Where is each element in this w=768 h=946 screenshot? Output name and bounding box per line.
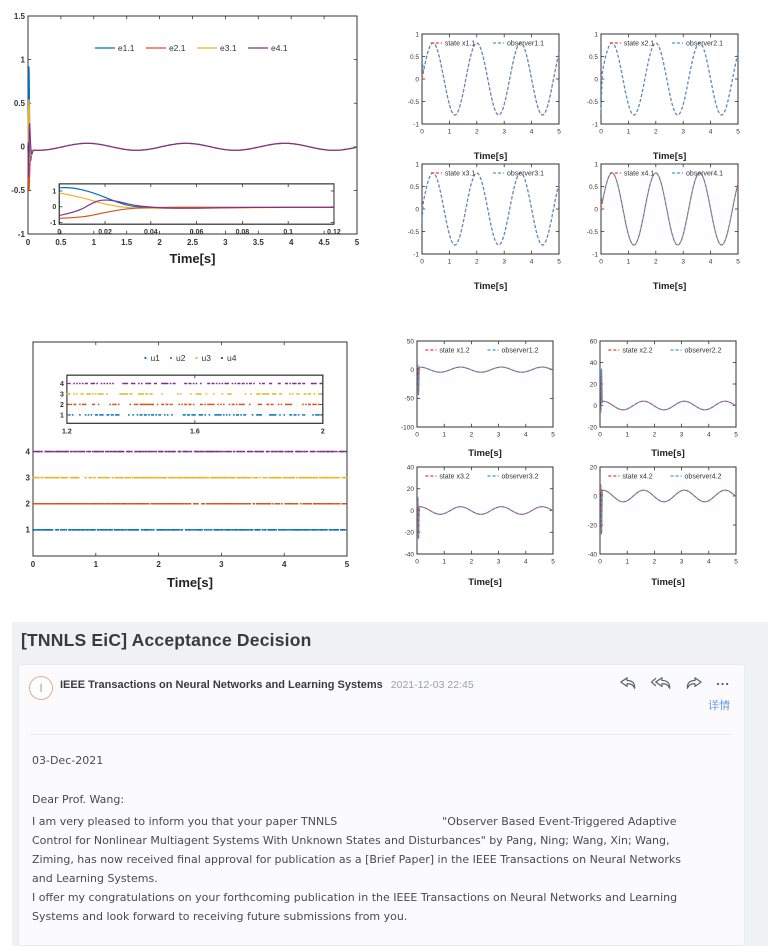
- svg-text:2: 2: [320, 428, 325, 436]
- svg-text:4: 4: [523, 431, 528, 439]
- svg-text:-1: -1: [50, 220, 57, 228]
- svg-text:state x1.1: state x1.1: [444, 40, 476, 48]
- sender-name: IEEE Transactions on Neural Networks and Learning Systems: [60, 679, 383, 691]
- svg-text:0: 0: [594, 76, 598, 84]
- svg-text:Time[s]: Time[s]: [167, 575, 213, 590]
- svg-text:Time[s]: Time[s]: [651, 448, 685, 459]
- svg-text:50: 50: [406, 338, 414, 346]
- svg-text:0: 0: [598, 431, 602, 439]
- svg-text:observer3.1: observer3.1: [507, 170, 545, 178]
- svg-text:0: 0: [30, 560, 36, 569]
- svg-text:3: 3: [223, 238, 228, 247]
- svg-text:u4: u4: [227, 353, 237, 364]
- svg-text:0.5: 0.5: [409, 183, 419, 191]
- svg-text:4: 4: [281, 560, 287, 569]
- svg-text:e1.1: e1.1: [117, 43, 135, 54]
- svg-text:0: 0: [410, 366, 414, 374]
- svg-text:state x4.1: state x4.1: [623, 170, 655, 178]
- more-options-button[interactable]: ...: [716, 672, 730, 688]
- svg-text:20: 20: [589, 381, 597, 389]
- svg-text:1: 1: [415, 31, 419, 39]
- svg-text:5: 5: [344, 560, 350, 569]
- svg-text:0: 0: [415, 206, 419, 214]
- svg-text:Time[s]: Time[s]: [468, 448, 502, 459]
- svg-text:5: 5: [557, 128, 561, 136]
- svg-text:1: 1: [447, 128, 452, 136]
- svg-text:e2.1: e2.1: [168, 43, 186, 54]
- svg-text:Time[s]: Time[s]: [468, 577, 502, 588]
- svg-text:0.04: 0.04: [144, 229, 158, 237]
- svg-text:0: 0: [20, 142, 25, 152]
- svg-text:e4.1: e4.1: [271, 43, 288, 54]
- svg-text:0.02: 0.02: [98, 229, 112, 237]
- sender-avatar: [29, 676, 53, 700]
- error-signals-chart: [6, 4, 362, 268]
- body-line: Control for Nonlinear Multiagent Systems With Unknown States and Disturbances" by Pang, Ning; Wang, Xin; Wang,: [32, 834, 670, 847]
- svg-text:1: 1: [625, 431, 630, 439]
- state-observer-chart-x32: [395, 454, 559, 590]
- svg-text:4: 4: [706, 431, 711, 439]
- svg-text:5: 5: [734, 558, 738, 566]
- svg-text:4: 4: [706, 558, 711, 566]
- svg-text:0.5: 0.5: [588, 53, 598, 61]
- svg-text:observer1.1: observer1.1: [507, 40, 545, 48]
- svg-text:3: 3: [679, 558, 684, 566]
- svg-text:2: 2: [25, 499, 30, 509]
- svg-text:1: 1: [442, 558, 447, 566]
- body-line: I am very pleased to inform you that your paper TNNLS "Observer Based Event-Triggered Adaptive: [32, 815, 677, 828]
- svg-text:1: 1: [60, 412, 64, 420]
- svg-text:2: 2: [469, 558, 474, 566]
- svg-text:state x1.2: state x1.2: [439, 347, 470, 355]
- svg-text:1: 1: [626, 258, 631, 266]
- svg-text:1: 1: [626, 128, 631, 136]
- svg-text:5: 5: [551, 558, 555, 566]
- email-subject: [TNNLS EiC] Acceptance Decision: [21, 630, 312, 650]
- avatar-letter: I: [39, 681, 43, 695]
- svg-text:-20: -20: [587, 424, 597, 432]
- svg-text:4: 4: [529, 258, 534, 266]
- state-observer-chart-x41: [583, 152, 743, 294]
- svg-text:0.5: 0.5: [13, 99, 25, 108]
- svg-text:-0.5: -0.5: [407, 228, 419, 236]
- svg-text:5: 5: [354, 238, 360, 247]
- svg-text:2: 2: [157, 238, 162, 247]
- svg-text:1: 1: [25, 525, 30, 535]
- svg-text:4: 4: [288, 238, 294, 247]
- svg-text:2: 2: [469, 431, 474, 439]
- state-observer-chart-x21: [583, 22, 743, 164]
- svg-text:0: 0: [415, 558, 419, 566]
- svg-text:3: 3: [502, 128, 507, 136]
- svg-text:20: 20: [406, 486, 414, 494]
- svg-text:Time[s]: Time[s]: [652, 281, 687, 292]
- svg-text:3: 3: [681, 258, 686, 266]
- svg-text:u3: u3: [201, 353, 211, 364]
- svg-text:-100: -100: [400, 424, 414, 432]
- svg-text:observer4.2: observer4.2: [684, 473, 722, 481]
- svg-text:observer2.2: observer2.2: [684, 347, 722, 355]
- reply-icon[interactable]: [619, 676, 637, 691]
- svg-text:u1: u1: [150, 353, 160, 364]
- svg-text:-0.5: -0.5: [586, 228, 598, 236]
- svg-text:2: 2: [474, 128, 479, 136]
- svg-text:0: 0: [420, 128, 424, 136]
- svg-text:5: 5: [736, 258, 740, 266]
- svg-text:4: 4: [708, 128, 713, 136]
- svg-text:60: 60: [589, 338, 597, 346]
- body-line: and Learning Systems.: [32, 872, 158, 885]
- email-timestamp: 2021-12-03 22:45: [390, 679, 474, 691]
- svg-text:40: 40: [406, 464, 414, 472]
- svg-text:2: 2: [60, 401, 64, 409]
- svg-text:Time[s]: Time[s]: [169, 251, 216, 266]
- svg-text:state x2.2: state x2.2: [622, 347, 653, 355]
- svg-text:1: 1: [594, 31, 598, 39]
- svg-text:1.5: 1.5: [13, 11, 25, 21]
- svg-text:1.5: 1.5: [121, 238, 133, 247]
- svg-text:3: 3: [60, 391, 64, 399]
- svg-text:3: 3: [25, 473, 30, 483]
- svg-text:0: 0: [57, 229, 62, 237]
- svg-text:-40: -40: [404, 551, 414, 559]
- svg-text:0.1: 0.1: [283, 229, 294, 237]
- svg-text:1: 1: [442, 431, 447, 439]
- svg-text:3: 3: [496, 558, 501, 566]
- svg-text:3: 3: [502, 258, 507, 266]
- svg-text:1: 1: [625, 558, 630, 566]
- svg-text:-1: -1: [592, 121, 598, 129]
- svg-text:-50: -50: [404, 395, 414, 403]
- svg-text:3: 3: [219, 560, 224, 569]
- svg-text:4: 4: [25, 447, 30, 457]
- svg-text:-1: -1: [592, 251, 598, 259]
- svg-text:2: 2: [474, 258, 479, 266]
- header-divider: [31, 734, 732, 735]
- state-observer-chart-x42: [578, 454, 742, 590]
- svg-text:3: 3: [496, 431, 501, 439]
- svg-text:5: 5: [551, 431, 555, 439]
- svg-text:3: 3: [681, 128, 686, 136]
- svg-text:Time[s]: Time[s]: [473, 281, 508, 292]
- svg-text:0: 0: [599, 258, 603, 266]
- body-line: Systems and look forward to receiving future submissions from you.: [32, 910, 408, 923]
- svg-text:1: 1: [91, 238, 97, 247]
- svg-text:0: 0: [25, 238, 31, 247]
- reply-all-icon[interactable]: [650, 676, 672, 691]
- svg-text:0.5: 0.5: [409, 53, 419, 61]
- svg-text:1: 1: [594, 161, 598, 169]
- svg-text:2: 2: [652, 431, 657, 439]
- svg-text:-0.5: -0.5: [407, 98, 419, 106]
- svg-text:0.08: 0.08: [235, 229, 250, 237]
- email-actions: [619, 672, 730, 691]
- svg-text:-1: -1: [413, 121, 419, 129]
- svg-text:observer4.1: observer4.1: [686, 170, 724, 178]
- svg-text:0: 0: [420, 258, 424, 266]
- svg-text:2: 2: [652, 558, 657, 566]
- svg-text:0: 0: [410, 507, 414, 515]
- email-section: [12, 622, 768, 946]
- svg-text:observer2.1: observer2.1: [686, 40, 724, 48]
- state-observer-chart-x12: [395, 329, 559, 461]
- svg-text:-20: -20: [587, 522, 597, 530]
- email-card: [18, 664, 745, 946]
- svg-text:Time[s]: Time[s]: [651, 577, 685, 588]
- trigger-instants-chart: [8, 330, 354, 592]
- svg-text:state x4.2: state x4.2: [622, 473, 653, 481]
- svg-text:u2: u2: [175, 353, 186, 364]
- svg-text:2: 2: [653, 128, 658, 136]
- svg-text:5: 5: [734, 431, 738, 439]
- svg-text:0: 0: [415, 76, 419, 84]
- svg-text:-1: -1: [17, 229, 25, 239]
- svg-text:3.5: 3.5: [252, 238, 264, 247]
- svg-text:2.5: 2.5: [186, 238, 199, 247]
- svg-text:4: 4: [529, 128, 534, 136]
- svg-text:Time[s]: Time[s]: [473, 151, 508, 162]
- svg-text:0: 0: [594, 206, 598, 214]
- body-line: I offer my congratulations on your forthcoming publication in the IEEE Transactions on Neural Networks and Learning: [32, 891, 678, 904]
- svg-text:-0.5: -0.5: [11, 186, 25, 196]
- svg-text:0: 0: [415, 431, 419, 439]
- svg-text:1: 1: [93, 560, 99, 569]
- svg-text:-20: -20: [404, 529, 414, 537]
- svg-text:state x3.1: state x3.1: [444, 170, 476, 178]
- svg-text:4: 4: [523, 558, 528, 566]
- svg-text:0.12: 0.12: [327, 229, 341, 237]
- svg-text:1.6: 1.6: [189, 428, 200, 436]
- svg-text:5: 5: [557, 258, 561, 266]
- body-line: Ziming, has now received final approval for publication as a [Brief Paper] in the IEEE Transactions on Neural Networks: [32, 853, 682, 866]
- details-link[interactable]: 详情: [708, 699, 730, 712]
- forward-icon[interactable]: [685, 676, 703, 691]
- svg-text:-0.5: -0.5: [586, 98, 598, 106]
- svg-text:0.5: 0.5: [588, 183, 598, 191]
- svg-text:0.06: 0.06: [189, 229, 204, 237]
- svg-text:1: 1: [447, 258, 452, 266]
- svg-text:40: 40: [589, 359, 597, 367]
- svg-text:-1: -1: [413, 251, 419, 259]
- svg-text:20: 20: [589, 464, 597, 472]
- svg-text:state x2.1: state x2.1: [623, 40, 655, 48]
- svg-text:1: 1: [415, 161, 419, 169]
- body-date: 03-Dec-2021: [32, 754, 104, 767]
- svg-text:0: 0: [593, 493, 597, 501]
- state-observer-chart-x31: [404, 152, 564, 294]
- sender-row: [60, 679, 474, 691]
- svg-text:0.5: 0.5: [55, 238, 67, 247]
- svg-text:0: 0: [593, 402, 597, 410]
- svg-text:2: 2: [156, 560, 161, 569]
- svg-text:4: 4: [60, 380, 64, 388]
- state-observer-chart-x11: [404, 22, 564, 164]
- svg-text:Time[s]: Time[s]: [652, 151, 687, 162]
- svg-text:e3.1: e3.1: [220, 43, 237, 54]
- svg-text:-40: -40: [587, 551, 597, 559]
- email-body: [32, 751, 738, 926]
- body-salutation: Dear Prof. Wang:: [32, 793, 125, 806]
- svg-text:observer1.2: observer1.2: [501, 347, 539, 355]
- svg-text:3: 3: [679, 431, 684, 439]
- svg-text:0: 0: [599, 128, 603, 136]
- svg-text:4: 4: [708, 258, 713, 266]
- svg-text:1: 1: [52, 188, 57, 196]
- svg-text:1.2: 1.2: [62, 428, 72, 436]
- state-observer-chart-x22: [578, 329, 742, 461]
- svg-text:state x3.2: state x3.2: [439, 473, 470, 481]
- svg-text:0: 0: [52, 204, 57, 212]
- svg-text:2: 2: [653, 258, 658, 266]
- svg-text:0: 0: [598, 558, 602, 566]
- svg-text:observer3.2: observer3.2: [501, 473, 539, 481]
- svg-text:5: 5: [736, 128, 740, 136]
- svg-text:1: 1: [20, 55, 25, 65]
- svg-text:4.5: 4.5: [318, 238, 330, 247]
